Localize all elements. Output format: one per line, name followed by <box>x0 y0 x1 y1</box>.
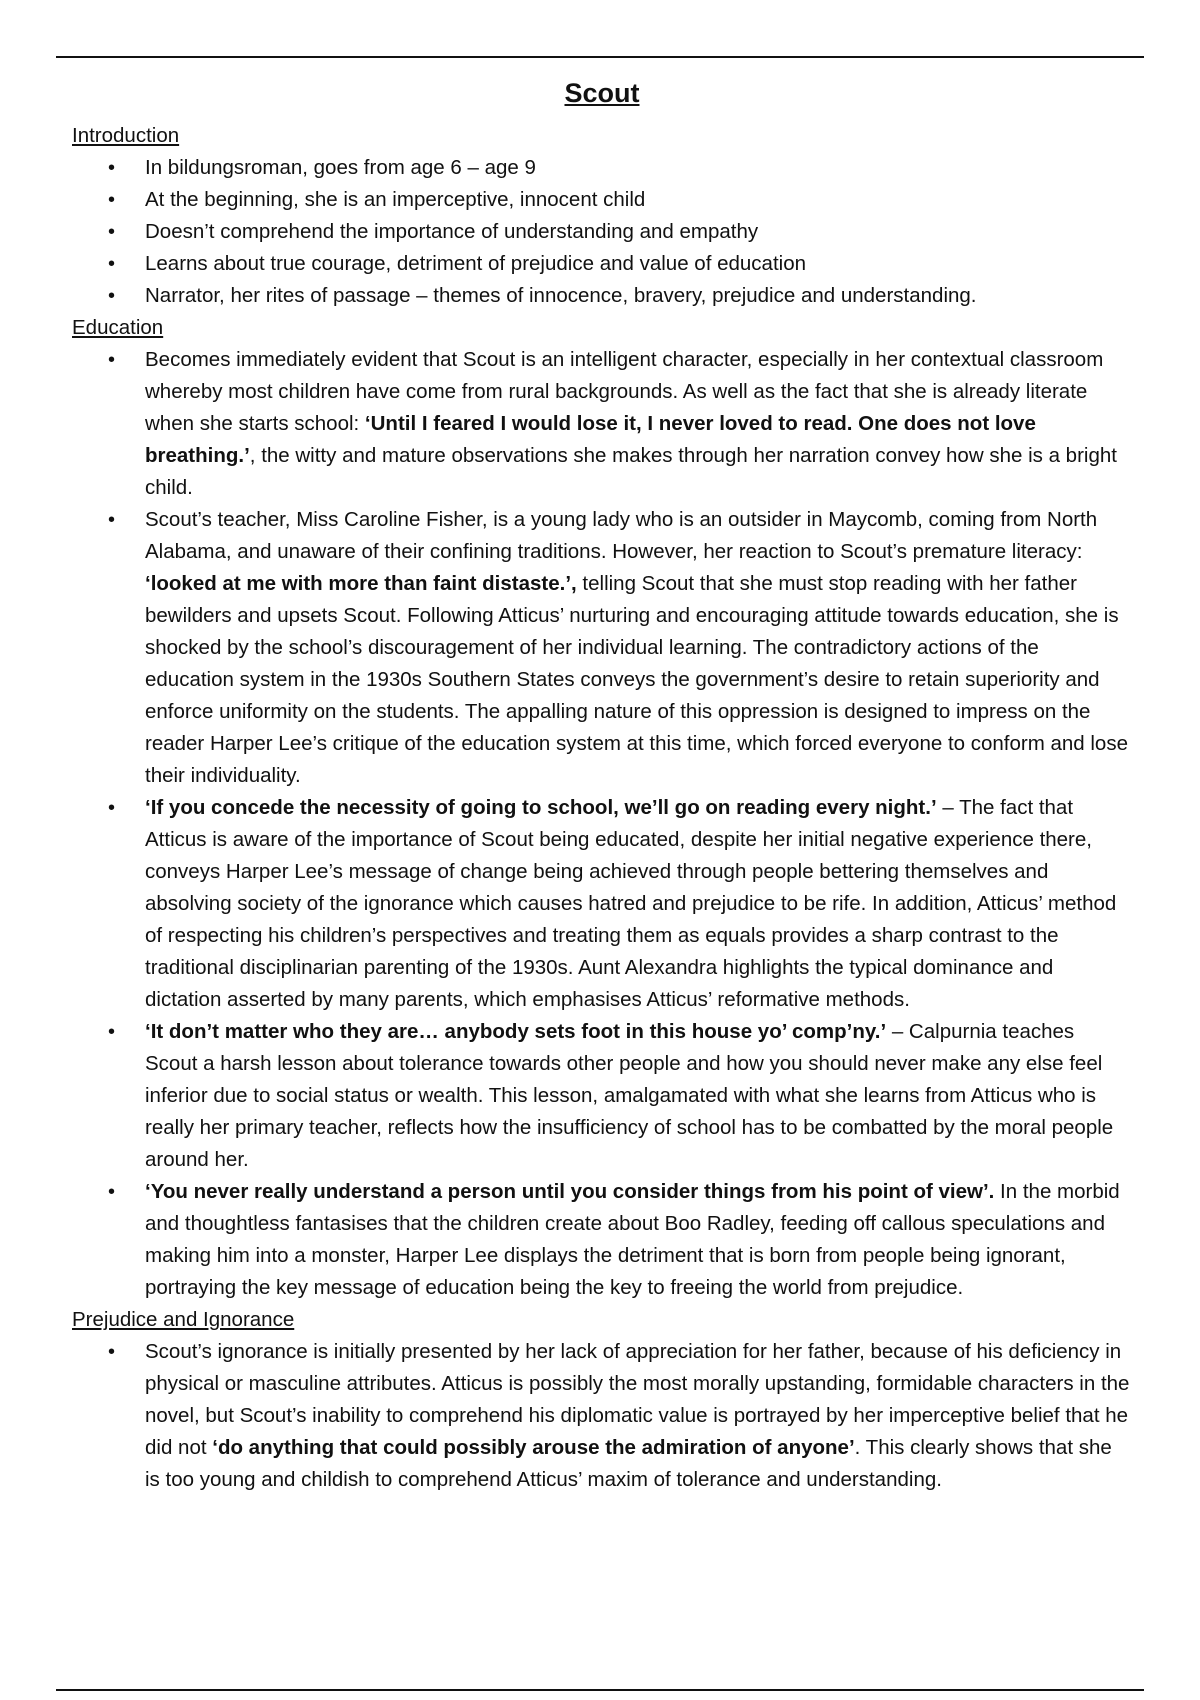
bullet-icon: • <box>108 157 116 179</box>
body-text: , the witty and mature observations she makes through her narration convey how she is a bright child. <box>145 444 1117 499</box>
body-text: telling Scout that she must stop reading with her father bewilders and upsets Scout. Following Atticus’ nurturing and encouraging attitude towards education, she is shocked by the school’s discouragement of her individual learning. The contradictory actions of the education system in the 1930s Southern States conveys the government’s desire to retain superiority and enforce uniformity on the students. The appalling nature of this oppression is designed to impress on the reader Harper Lee’s critique of the education system at this time, which forced everyone to conform and lose their individuality. <box>145 572 1128 787</box>
list-item <box>72 344 1132 504</box>
bullet-list <box>72 344 1132 1304</box>
quote-text: ‘do anything that could possibly arouse the admiration of anyone’ <box>212 1436 855 1459</box>
bullet-icon: • <box>108 509 116 531</box>
list-item <box>72 792 1132 1016</box>
quote-text: ‘It don’t matter who they are… anybody sets foot in this house yo’ comp’ny.’ <box>145 1020 887 1043</box>
body-text: . This clearly shows that she is too young and childish to comprehend Atticus’ maxim of tolerance and understanding. <box>145 1436 1112 1491</box>
section-heading: Introduction <box>72 124 180 147</box>
section-heading: Prejudice and Ignorance <box>72 1308 295 1331</box>
body-text: Scout’s teacher, Miss Caroline Fisher, is a young lady who is an outsider in Maycomb, coming from North Alabama, and unaware of their confining traditions. However, her reaction to Scout’s premature literacy: <box>145 508 1098 563</box>
list-item <box>72 152 1132 184</box>
quote-text: ‘You never really understand a person until you consider things from his point of view’. <box>145 1180 995 1203</box>
top-rule <box>56 56 1144 58</box>
bullet-icon: • <box>108 1021 116 1043</box>
body-text: Becomes immediately evident that Scout is an intelligent character, especially in her contextual classroom whereby most children have come from rural backgrounds. As well as the fact that she is already literate when she starts school: <box>145 348 1104 435</box>
body-text: – Calpurnia teaches Scout a harsh lesson about tolerance towards other people and how you should never make any else feel inferior due to social status or wealth. This lesson, amalgamated with what she learns from Atticus who is really her primary teacher, reflects how the insufficiency of school has to be combatted by the moral people around her. <box>145 1020 1114 1171</box>
bullet-list <box>72 1336 1132 1496</box>
body-text: Learns about true courage, detriment of prejudice and value of education <box>145 252 806 275</box>
quote-text: ‘looked at me with more than faint distaste.’, <box>145 572 577 595</box>
section-heading: Education <box>72 316 164 339</box>
body-text: Scout’s ignorance is initially presented by her lack of appreciation for her father, because of his deficiency in physical or masculine attributes. Atticus is possibly the most morally upstanding, formidable characters in the novel, but Scout’s inability to comprehend his diplomatic value is portrayed by her imperceptive belief that he did not <box>145 1340 1130 1459</box>
quote-text: ‘If you concede the necessity of going to school, we’ll go on reading every night.’ <box>145 796 937 819</box>
bottom-rule <box>56 1689 1144 1691</box>
list-item <box>72 1336 1132 1496</box>
list-item <box>72 1176 1132 1304</box>
quote-text: ‘Until I feared I would lose it, I never loved to read. One does not love breathing.’ <box>145 412 1036 467</box>
bullet-icon: • <box>108 221 116 243</box>
list-item <box>72 504 1132 792</box>
list-item <box>72 280 1132 312</box>
bullet-icon: • <box>108 189 116 211</box>
body-text: Doesn’t comprehend the importance of understanding and empathy <box>145 220 759 243</box>
body-text: – The fact that Atticus is aware of the importance of Scout being educated, despite her initial negative experience there, conveys Harper Lee’s message of change being achieved through people bettering themselves and absolving society of the ignorance which causes hatred and prejudice to be rife. In addition, Atticus’ method of respecting his children’s perspectives and treating them as equals provides a sharp contrast to the traditional disciplinarian parenting of the 1930s. Aunt Alexandra highlights the typical dominance and dictation asserted by many parents, which emphasises Atticus’ reformative methods. <box>145 796 1117 1011</box>
body-text: In bildungsroman, goes from age 6 – age 9 <box>145 156 536 179</box>
list-item <box>72 1016 1132 1176</box>
bullet-icon: • <box>108 253 116 275</box>
list-item <box>72 248 1132 280</box>
bullet-icon: • <box>108 1181 116 1203</box>
document-title: Scout <box>564 78 640 108</box>
list-item <box>72 216 1132 248</box>
list-item <box>72 184 1132 216</box>
bullet-list <box>72 152 1132 312</box>
bullet-icon: • <box>108 349 116 371</box>
document-page <box>72 74 1132 1496</box>
bullet-icon: • <box>108 797 116 819</box>
bullet-icon: • <box>108 285 116 307</box>
body-text: Narrator, her rites of passage – themes of innocence, bravery, prejudice and understanding. <box>145 284 977 307</box>
document-body <box>72 120 1132 1496</box>
bullet-icon: • <box>108 1341 116 1363</box>
body-text: At the beginning, she is an imperceptive, innocent child <box>145 188 646 211</box>
body-text: In the morbid and thoughtless fantasises that the children create about Boo Radley, feeding off callous speculations and making him into a monster, Harper Lee displays the detriment that is born from people being ignorant, portraying the key message of education being the key to freeing the world from prejudice. <box>145 1180 1120 1299</box>
